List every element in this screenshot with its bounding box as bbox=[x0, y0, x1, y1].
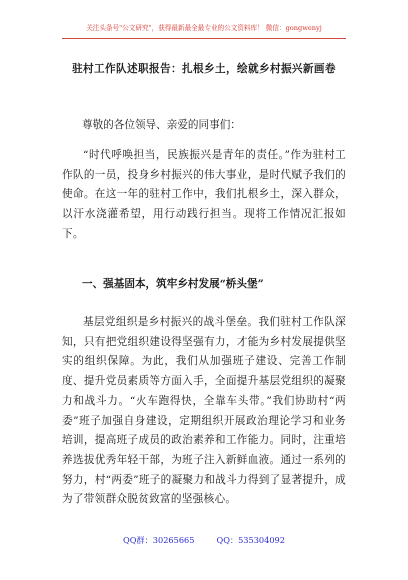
header-divider bbox=[62, 38, 346, 39]
footer-qq-number: QQ：535304092 bbox=[216, 535, 285, 545]
intro-paragraph: “时代呼唤担当，民族振兴是青年的责任。”作为驻村工作队的一员，投身乡村振兴的伟大事业，是时代赋予我们的使命。在这一年的驻村工作中，我们扎根乡土，深入群众，以汗水浇灌希望，用行动践行担当。现将工作情况汇报如下。 bbox=[62, 149, 346, 240]
footer-contact bbox=[0, 535, 408, 546]
salutation: 尊敬的各位领导、亲爱的同事们： bbox=[82, 119, 241, 131]
document-title: 驻村工作队述职报告：扎根乡土，绘就乡村振兴新画卷 bbox=[72, 63, 336, 75]
body-paragraph: 基层党组织是乡村振兴的战斗堡垒。我们驻村工作队深知，只有把党组织建设得坚强有力，才能为乡村发展提供坚实的组织保障。为此，我们从加强班子建设、完善工作制度、提升党员素质等方面入手，全面提升基层党组织的凝聚力和战斗力。“火车跑得快，全靠车头带。”我们协助村“两委”班子加强自身建设，定期组织开展政治理论学习和业务培训，提高班子成员的政治素养和工作能力。同时，注重培养选拔优秀年轻干部，为班子注入新鲜血液。通过一系列的努力，村“两委”班子的凝聚力和战斗力得到了显著提升，成为了带领群众脱贫致富的坚强核心。 bbox=[62, 316, 346, 506]
header-promo-note: 关注头条号"公文研究"，获得最新最全最专业的公文资料库！ 微信：gongwenyj bbox=[86, 24, 322, 32]
footer-qq-group: QQ群：30265665 bbox=[123, 535, 195, 545]
section-heading: 一、强基固本，筑牢乡村发展“桥头堡” bbox=[82, 278, 264, 290]
